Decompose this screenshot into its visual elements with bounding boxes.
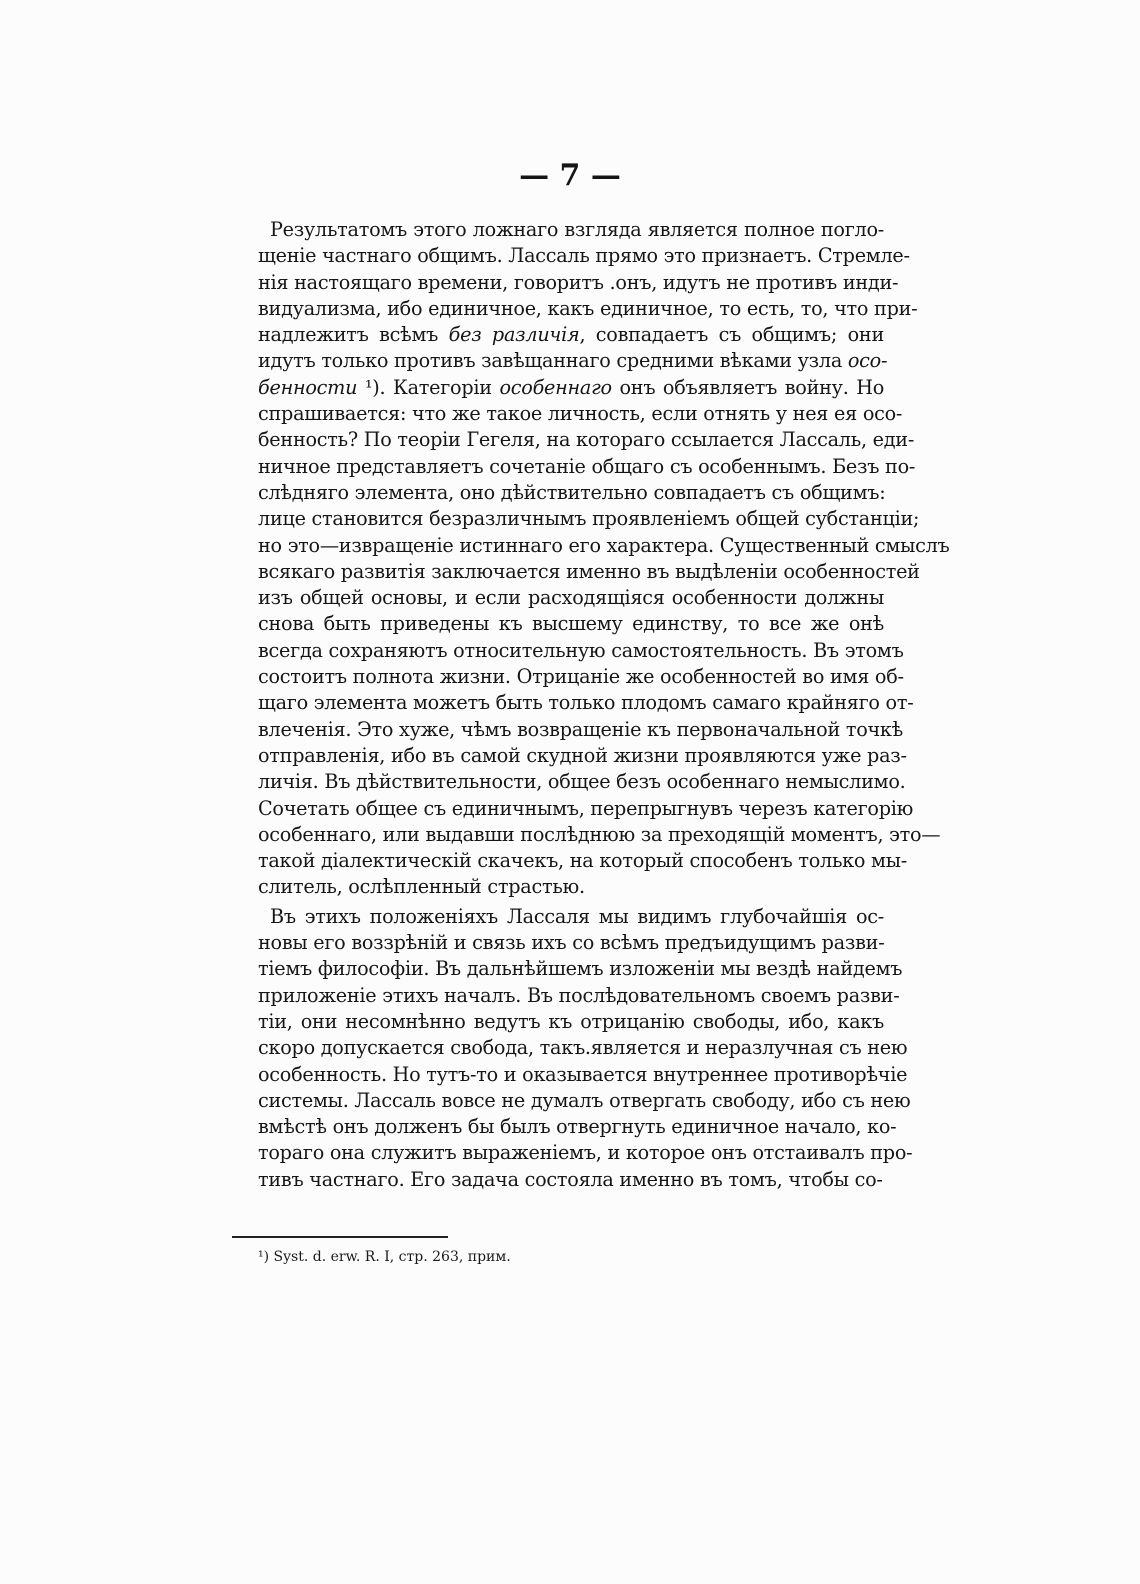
text-run: личія. Въ дѣйствительности, общее безъ особеннаго немыслимо. [258,770,906,794]
text-line [258,690,914,716]
text-run: вмѣстѣ онъ долженъ бы былъ отвергнуть единичное начало, ко- [258,1115,897,1139]
text-run: лице становится безразличнымъ проявленіемъ общей субстанціи; [258,507,920,531]
footnote-marker: ¹) [258,1249,270,1265]
text-line [258,1114,897,1140]
text-run: всегда сохраняютъ относительную самостоятельность. Въ этомъ [258,638,904,662]
text-run: изъ общей основы, и если расходящіяся особенности должны [258,586,884,610]
text-line [258,769,906,795]
text-line [258,296,918,322]
text-run: щеніе частнаго общимъ. Лассаль прямо это признаетъ. Стремле- [258,244,910,268]
text-line [258,717,903,743]
text-line [258,375,884,401]
text-run: спрашивается: что же такое личность, если отнять у нея ея осо- [258,402,903,426]
text-line [258,243,910,269]
text-run: влеченія. Это хуже, чѣмъ возвращеніе къ первоначальной точкѣ [258,717,903,741]
text-run: системы. Лассаль вовсе не думалъ отвергать свободу, ибо съ нею [258,1088,911,1112]
text-line [258,664,904,690]
text-run: тіемъ философіи. Въ дальнѣйшемъ изложеніи мы вездѣ найдемъ [258,957,903,981]
text-run: Въ этихъ положеніяхъ Лассаля мы видимъ глубочайшія ос- [270,904,884,928]
text-run: такой діалектическій скачекъ, на который способенъ только мы- [258,849,907,873]
text-run: онъ объявляетъ войну. Но [611,375,884,399]
text-line [258,1140,913,1166]
text-run: ¹). Категоріи [357,375,500,399]
footnote-rule [232,1236,448,1238]
footnote [258,1249,511,1265]
text-run: снова быть приведены къ высшему единству, то все же онѣ [258,612,884,636]
text-line [258,348,888,374]
text-line [258,533,950,559]
footnote-text: Syst. d. erw. R. I, стр. 263, прим. [273,1249,511,1265]
text-line [258,904,884,930]
text-run: нія настоящаго времени, говоритъ .онъ, идутъ не противъ инди- [258,270,899,294]
text-run: надлежитъ всѣмъ [258,323,449,347]
text-line [258,1167,884,1193]
text-line [258,559,920,585]
text-line [258,217,884,243]
text-line [258,1062,908,1088]
text-run: Сочетать общее съ единичнымъ, перепрыгнувъ черезъ категорію [258,796,914,820]
text-run: тіи, они несомнѣнно ведутъ къ отрицанію свободы, ибо, какъ [258,1009,884,1033]
text-run: отправленія, ибо въ самой скудной жизни проявляются уже раз- [258,743,907,767]
text-line [258,427,915,453]
text-run: слѣдняго элемента, оно дѣйствительно совпадаетъ съ общимъ: [258,480,886,504]
text-run: новы его воззрѣній и связь ихъ со всѣмъ предъидущимъ разви- [258,931,885,955]
page-number: — 7 — [519,158,621,193]
text-run: щаго элемента можетъ быть только плодомъ самаго крайняго от- [258,691,914,715]
text-line [258,638,904,664]
text-line [258,585,884,611]
text-line [258,611,884,637]
text-line [258,822,941,848]
text-line [258,743,907,769]
text-run: но это—извращеніе истиннаго его характера. Существенный смыслъ [258,533,950,557]
text-run: слитель, ослѣпленный страстью. [258,875,585,899]
text-line [258,930,884,956]
text-line [258,506,920,532]
text-run: видуализма, ибо единичное, какъ единичное, то есть, то, что при- [258,296,918,320]
text-line [258,1035,908,1061]
italic-phrase: без различія [448,323,580,347]
text-line [258,322,884,348]
text-line [258,956,903,982]
text-run: приложеніе этихъ началъ. Въ послѣдовательномъ своемъ разви- [258,983,900,1007]
text-run: состоитъ полнота жизни. Отрицаніе же особенностей во имя об- [258,665,904,689]
text-run: , совпадаетъ съ общимъ; они [579,323,884,347]
text-run: особенность. Но тутъ-то и оказывается внутреннее противорѣчіе [258,1062,908,1086]
text-line [258,874,884,900]
italic-phrase: бенности [258,375,358,399]
text-line [258,454,916,480]
text-run: идутъ только противъ завѣщаннаго средними вѣками узла [258,349,848,373]
text-line [258,983,900,1009]
text-line [258,480,884,506]
text-line [258,1088,911,1114]
text-run: тораго она служитъ выраженіемъ, и которое онъ отстаивалъ про- [258,1141,913,1165]
italic-phrase: особеннаго [499,375,612,399]
text-line [258,796,914,822]
text-run: особеннаго, или выдавши послѣднюю за преходящій моментъ, это— [258,822,941,846]
text-line [258,270,899,296]
text-line [258,848,907,874]
body-text [258,217,950,1193]
italic-phrase: осо- [847,349,888,373]
text-line [258,401,903,427]
text-run: всякаго развитія заключается именно въ выдѣленіи особенностей [258,559,920,583]
text-run: тивъ частнаго. Его задача состояла именно въ томъ, чтобы со- [258,1167,883,1191]
text-run: ничное представляетъ сочетаніе общаго съ особеннымъ. Безъ по- [258,454,916,478]
text-run: Результатомъ этого ложнаго взгляда является полное погло- [270,218,884,241]
text-run: бенность? По теоріи Гегеля, на котораго ссылается Лассаль, еди- [258,428,915,452]
text-run: скоро допускается свобода, такъ.является и неразлучная съ нею [258,1036,908,1060]
text-line [258,1009,884,1035]
